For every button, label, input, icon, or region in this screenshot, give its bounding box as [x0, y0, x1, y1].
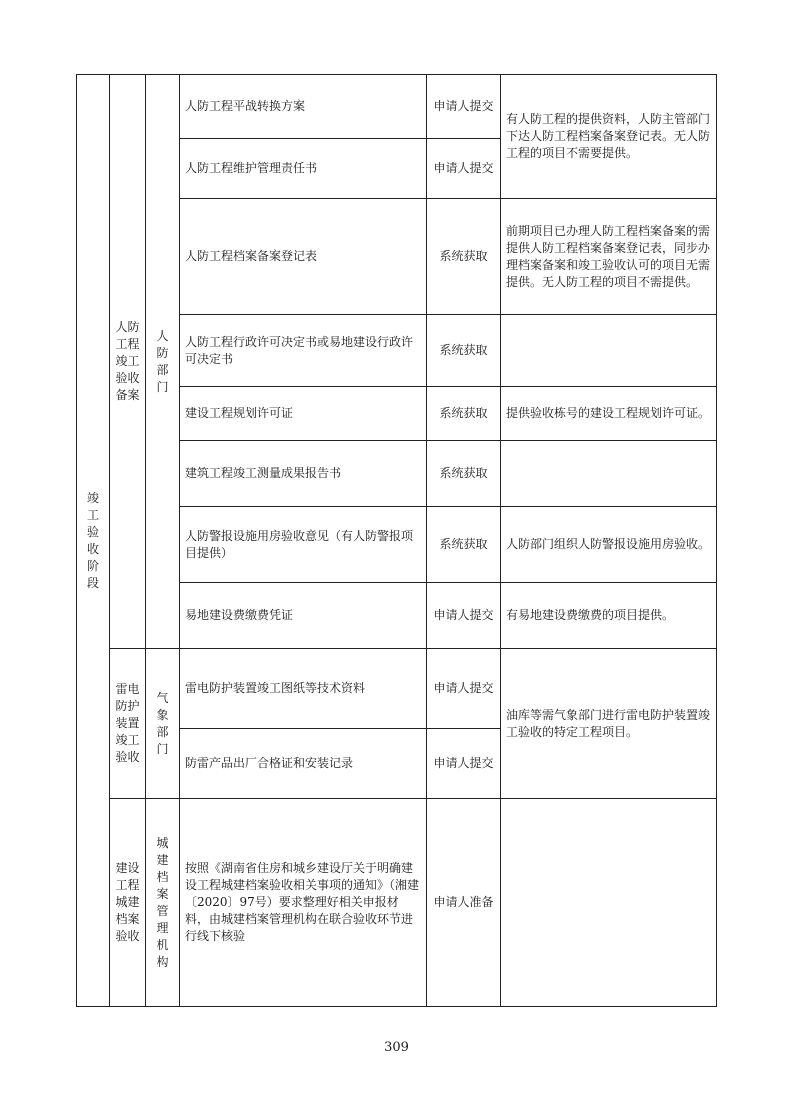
table-row: [77, 799, 717, 1007]
method-cell: 系统获取: [427, 507, 501, 583]
note-cell: 提供验收栋号的建设工程规划许可证。: [501, 387, 717, 441]
material-cell: 建筑工程竣工测量成果报告书: [180, 441, 427, 507]
material-cell: 雷电防护装置竣工图纸等技术资料: [180, 649, 427, 729]
dept-cell: 人防部门: [146, 75, 180, 649]
method-cell: 申请人提交: [427, 729, 501, 799]
material-cell: 人防警报设施用房验收意见（有人防警报项目提供）: [180, 507, 427, 583]
material-cell: 人防工程行政许可决定书或易地建设行政许可决定书: [180, 315, 427, 387]
note-cell: [501, 441, 717, 507]
note-cell: 有易地建设费缴费的项目提供。: [501, 583, 717, 649]
method-cell: 申请人提交: [427, 75, 501, 139]
method-cell: 系统获取: [427, 441, 501, 507]
method-cell: 申请人提交: [427, 139, 501, 199]
item-cell: 雷电防护装置竣工验收: [110, 649, 146, 799]
method-cell: 申请人提交: [427, 583, 501, 649]
note-cell: [501, 799, 717, 1007]
stage-cell: 竣工验收阶段: [77, 75, 110, 1007]
note-cell: 前期项目已办理人防工程档案备案的需提供人防工程档案备案登记表，同步办理档案备案和竣工验收认可的项目无需提供。无人防工程的项目不需提供。: [501, 199, 717, 315]
method-cell: 申请人准备: [427, 799, 501, 1007]
material-cell: 人防工程平战转换方案: [180, 75, 427, 139]
material-cell: 防雷产品出厂合格证和安装记录: [180, 729, 427, 799]
method-cell: 系统获取: [427, 387, 501, 441]
table-row: [77, 75, 717, 139]
material-cell: 建设工程规划许可证: [180, 387, 427, 441]
note-cell: 油库等需气象部门进行雷电防护装置竣工验收的特定工程项目。: [501, 649, 717, 799]
material-cell: 易地建设费缴费凭证: [180, 583, 427, 649]
material-cell: 按照《湖南省住房和城乡建设厅关于明确建设工程城建档案验收相关事项的通知》（湘建〔2020〕97号）要求整理好相关申报材料，由城建档案管理机构在联合验收环节进行线下核验: [180, 799, 427, 1007]
item-cell: 人防工程竣工验收备案: [110, 75, 146, 649]
item-cell: 建设工程城建档案验收: [110, 799, 146, 1007]
acceptance-materials-table: [76, 74, 717, 1007]
table-row: [77, 649, 717, 729]
note-cell: [501, 315, 717, 387]
note-cell: 有人防工程的提供资料，人防主管部门下达人防工程档案备案登记表。无人防工程的项目不需要提供。: [501, 75, 717, 199]
dept-cell: 城建档案管理机构: [146, 799, 180, 1007]
material-cell: 人防工程维护管理责任书: [180, 139, 427, 199]
page-number: 309: [384, 1040, 409, 1055]
method-cell: 系统获取: [427, 199, 501, 315]
material-cell: 人防工程档案备案登记表: [180, 199, 427, 315]
method-cell: 系统获取: [427, 315, 501, 387]
note-cell: 人防部门组织人防警报设施用房验收。: [501, 507, 717, 583]
method-cell: 申请人提交: [427, 649, 501, 729]
dept-cell: 气象部门: [146, 649, 180, 799]
